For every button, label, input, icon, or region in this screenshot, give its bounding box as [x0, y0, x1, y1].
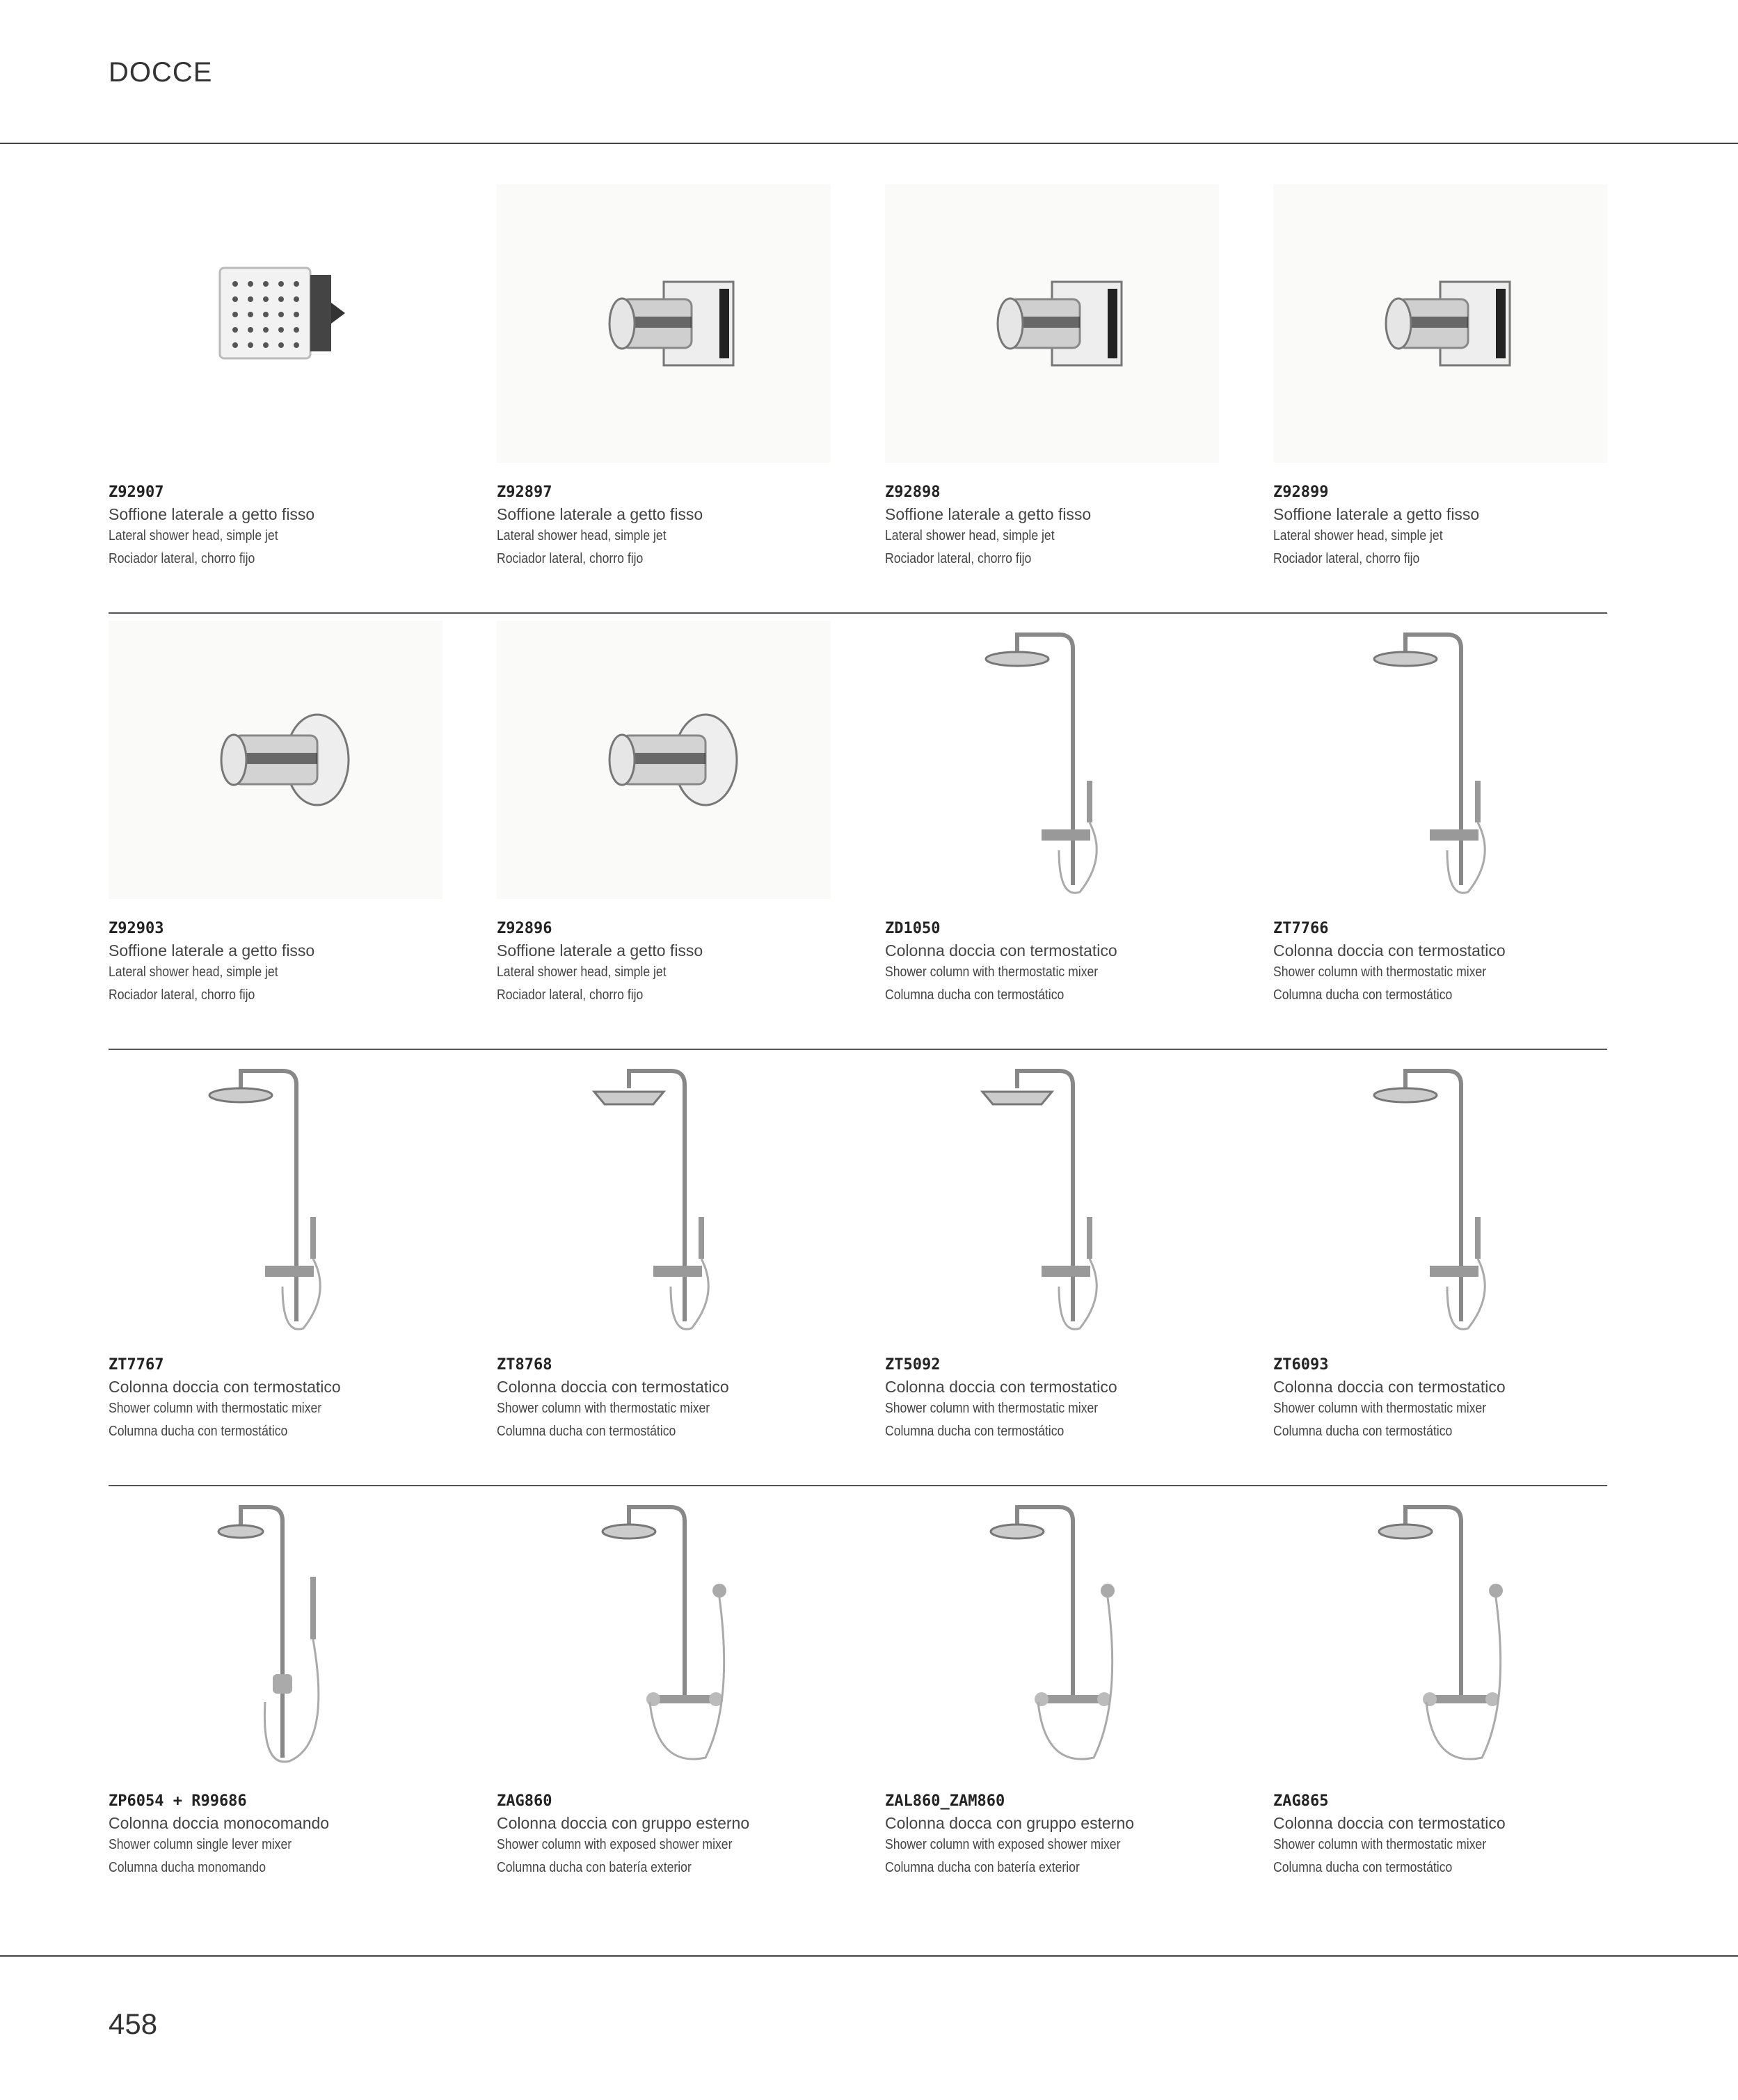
page-number: 458 [109, 2007, 158, 2040]
product-description-es: Rociador lateral, chorro fijo [497, 551, 644, 566]
product-code: Z92899 [1273, 484, 1329, 501]
product-description-en: Shower column with thermostatic mixer [1273, 1837, 1487, 1852]
product-description-en: Shower column with thermostatic mixer [109, 1401, 322, 1416]
product-image [109, 1493, 443, 1772]
product-description-it: Colonna doccia con termostatico [1273, 941, 1506, 960]
shower-column-exposed-mixer-icon [885, 1493, 1219, 1772]
product-description-it: Soffione laterale a getto fisso [109, 505, 315, 523]
product-image [109, 1057, 443, 1335]
product-description-es: Columna ducha con batería exterior [885, 1860, 1080, 1875]
product-card [885, 1050, 1273, 1485]
shower-column-square-icon [885, 1057, 1219, 1335]
product-image [885, 184, 1219, 463]
product-image [885, 621, 1219, 899]
product-code: ZAL860_ZAM860 [885, 1792, 1005, 1810]
round-lateral-jet-icon [109, 621, 443, 899]
shower-column-square-icon [497, 1057, 831, 1335]
product-description-en: Shower column with thermostatic mixer [885, 964, 1099, 980]
product-code: ZT6093 [1273, 1356, 1329, 1374]
product-card [885, 177, 1273, 612]
product-description-it: Soffione laterale a getto fisso [885, 505, 1092, 523]
product-description-es: Rociador lateral, chorro fijo [885, 551, 1032, 566]
round-lateral-jet-icon [497, 621, 831, 899]
product-card [1273, 614, 1661, 1049]
product-description-es: Columna ducha con termostático [1273, 1860, 1453, 1875]
product-description-it: Colonna doccia con termostatico [885, 941, 1117, 960]
product-card [109, 1050, 497, 1485]
product-description-en: Shower column with exposed shower mixer [497, 1837, 733, 1852]
product-code: ZT8768 [497, 1356, 552, 1374]
shower-column-single-lever-icon [109, 1493, 443, 1772]
product-card [1273, 1050, 1661, 1485]
product-description-it: Colonna doccia con termostatico [109, 1378, 341, 1396]
product-description-en: Shower column single lever mixer [109, 1837, 292, 1852]
product-code: ZAG860 [497, 1792, 552, 1810]
product-description-en: Lateral shower head, simple jet [109, 964, 278, 980]
product-card [109, 614, 497, 1049]
product-description-it: Colonna doccia con termostatico [1273, 1814, 1506, 1832]
product-grid [109, 177, 1607, 1921]
shower-column-exposed-mixer-icon [497, 1493, 831, 1772]
product-code: ZD1050 [885, 920, 941, 937]
product-image [497, 621, 831, 899]
product-row [109, 1486, 1607, 1921]
product-description-en: Lateral shower head, simple jet [885, 528, 1055, 543]
product-image [497, 1493, 831, 1772]
footer-divider [0, 1955, 1738, 1957]
shower-column-icon [109, 1057, 443, 1335]
product-code: ZT7767 [109, 1356, 164, 1374]
square-lateral-jet-icon [497, 184, 831, 463]
product-description-en: Lateral shower head, simple jet [497, 964, 667, 980]
product-description-it: Colonna doccia con termostatico [885, 1378, 1117, 1396]
product-description-it: Soffione laterale a getto fisso [497, 505, 703, 523]
product-description-es: Columna ducha con batería exterior [497, 1860, 692, 1875]
product-description-es: Columna ducha con termostático [109, 1424, 288, 1439]
product-code: ZP6054 + R99686 [109, 1792, 247, 1810]
shower-column-exposed-mixer-icon [1273, 1493, 1607, 1772]
product-description-it: Soffione laterale a getto fisso [497, 941, 703, 960]
product-description-es: Rociador lateral, chorro fijo [497, 987, 644, 1003]
product-image [1273, 621, 1607, 899]
product-code: ZT5092 [885, 1356, 941, 1374]
product-card [497, 1050, 885, 1485]
product-image [109, 184, 443, 463]
product-image [497, 184, 831, 463]
product-description-it: Colonna docca con gruppo esterno [885, 1814, 1135, 1832]
product-description-es: Rociador lateral, chorro fijo [1273, 551, 1420, 566]
product-description-es: Columna ducha con termostático [885, 987, 1065, 1003]
product-description-es: Columna ducha con termostático [497, 1424, 676, 1439]
product-code: Z92897 [497, 484, 552, 501]
product-code: ZAG865 [1273, 1792, 1329, 1810]
product-code: Z92903 [109, 920, 164, 937]
product-description-en: Lateral shower head, simple jet [109, 528, 278, 543]
product-code: Z92907 [109, 484, 164, 501]
product-card [1273, 1486, 1661, 1921]
product-description-es: Rociador lateral, chorro fijo [109, 987, 255, 1003]
shower-column-icon [885, 621, 1219, 899]
product-image [1273, 1057, 1607, 1335]
square-body-jet-icon [109, 184, 443, 463]
product-description-es: Columna ducha con termostático [1273, 1424, 1453, 1439]
product-description-it: Colonna doccia con termostatico [1273, 1378, 1506, 1396]
product-description-en: Shower column with thermostatic mixer [1273, 1401, 1487, 1416]
product-image [885, 1057, 1219, 1335]
product-card [885, 1486, 1273, 1921]
product-code: Z92898 [885, 484, 941, 501]
product-card [885, 614, 1273, 1049]
product-description-en: Shower column with thermostatic mixer [1273, 964, 1487, 980]
product-card [497, 177, 885, 612]
square-lateral-jet-icon [1273, 184, 1607, 463]
product-description-es: Columna ducha monomando [109, 1860, 266, 1875]
product-description-it: Colonna doccia monocomando [109, 1814, 330, 1832]
shower-column-icon [1273, 621, 1607, 899]
product-image [109, 621, 443, 899]
square-lateral-jet-icon [885, 184, 1219, 463]
product-row [109, 177, 1607, 614]
page-title: DOCCE [109, 57, 213, 88]
product-image [1273, 1493, 1607, 1772]
product-description-en: Lateral shower head, simple jet [497, 528, 667, 543]
product-row [109, 1050, 1607, 1486]
product-description-it: Colonna doccia con termostatico [497, 1378, 729, 1396]
product-description-es: Columna ducha con termostático [885, 1424, 1065, 1439]
product-card [497, 1486, 885, 1921]
product-row [109, 614, 1607, 1050]
product-card [109, 177, 497, 612]
product-description-en: Shower column with exposed shower mixer [885, 1837, 1121, 1852]
product-image [885, 1493, 1219, 1772]
product-description-en: Lateral shower head, simple jet [1273, 528, 1443, 543]
product-description-en: Shower column with thermostatic mixer [497, 1401, 710, 1416]
product-description-es: Rociador lateral, chorro fijo [109, 551, 255, 566]
product-image [1273, 184, 1607, 463]
product-description-it: Colonna doccia con gruppo esterno [497, 1814, 750, 1832]
product-card [497, 614, 885, 1049]
header-divider [0, 143, 1738, 144]
product-description-it: Soffione laterale a getto fisso [1273, 505, 1480, 523]
product-description-es: Columna ducha con termostático [1273, 987, 1453, 1003]
product-description-it: Soffione laterale a getto fisso [109, 941, 315, 960]
product-card [109, 1486, 497, 1921]
product-description-en: Shower column with thermostatic mixer [885, 1401, 1099, 1416]
product-code: ZT7766 [1273, 920, 1329, 937]
product-image [497, 1057, 831, 1335]
shower-column-icon [1273, 1057, 1607, 1335]
product-code: Z92896 [497, 920, 552, 937]
product-card [1273, 177, 1661, 612]
